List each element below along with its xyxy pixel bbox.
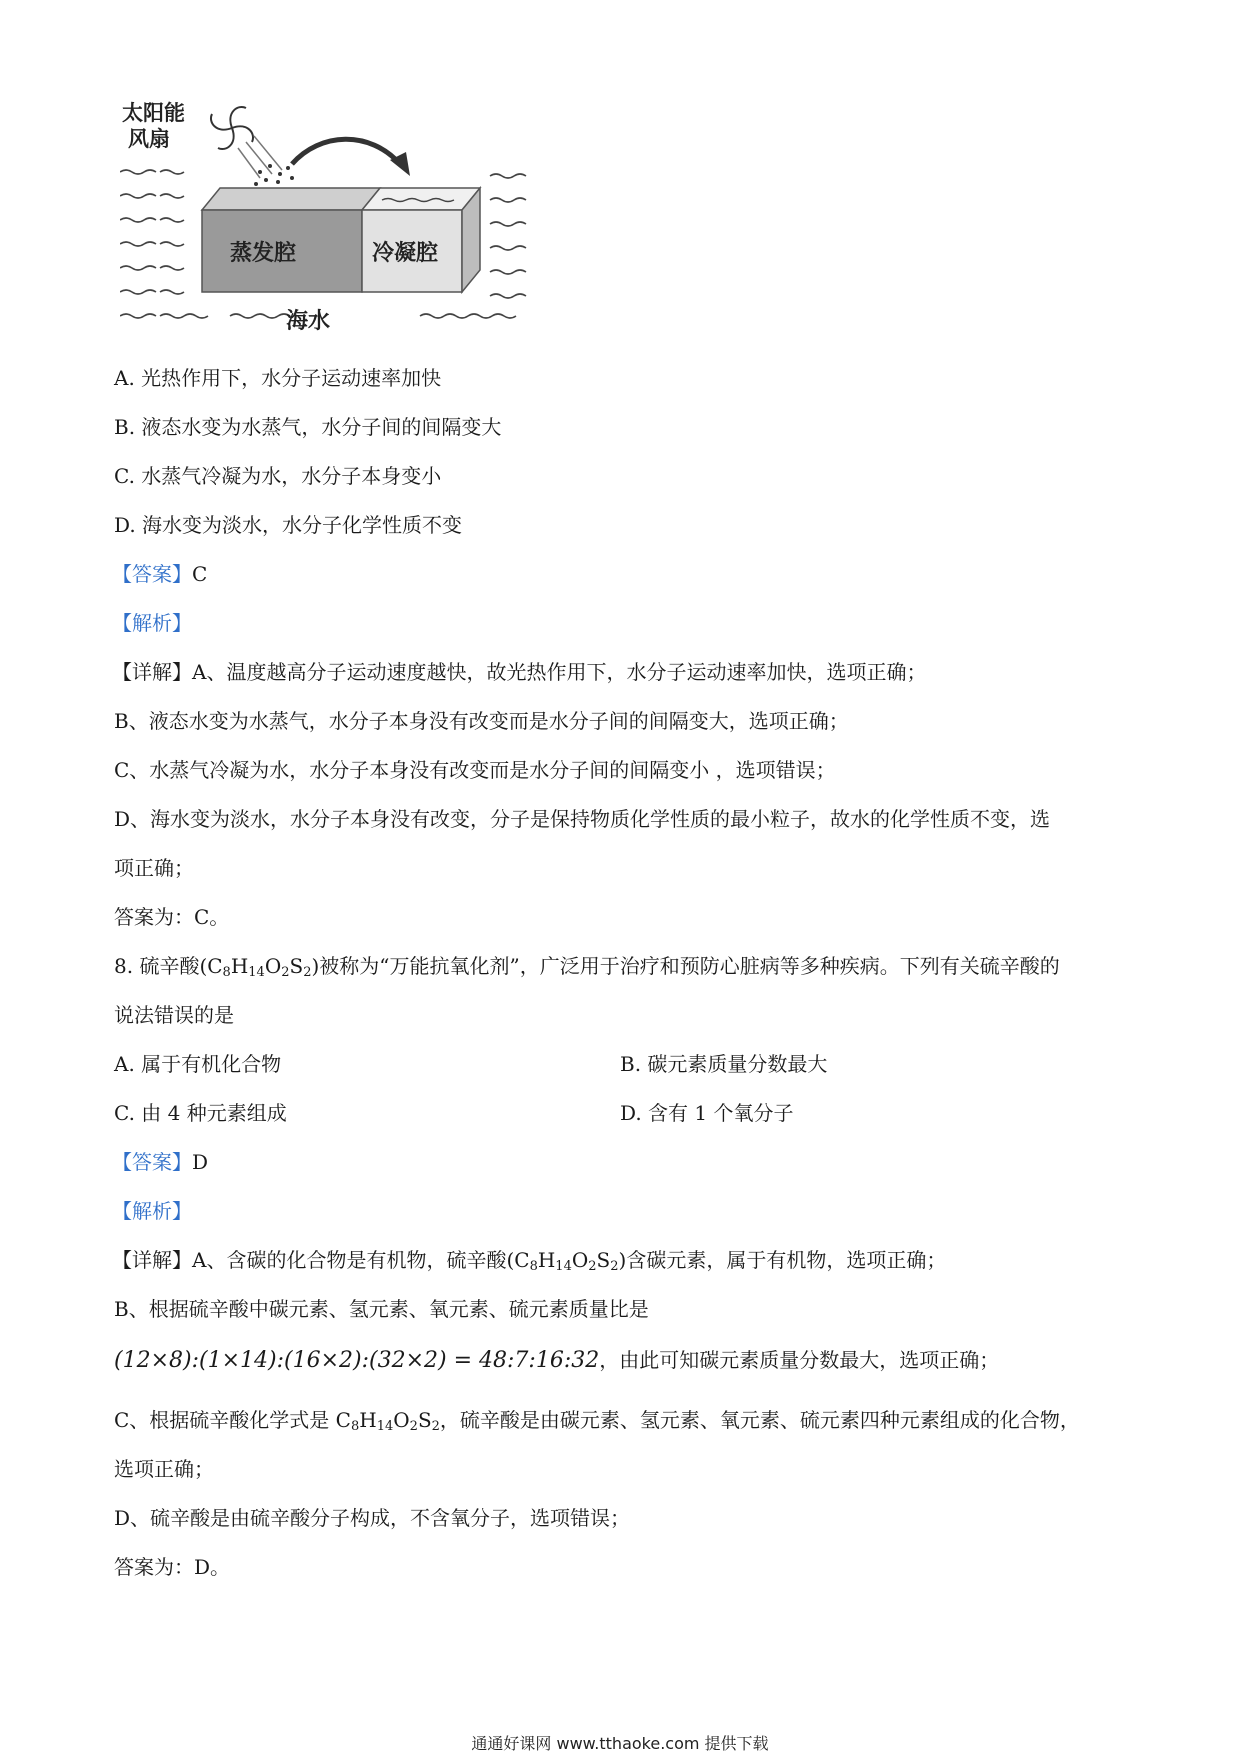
q8-detail-tag: 【详解】	[112, 1248, 192, 1272]
q7-detail-b: B、液态水变为水蒸气，水分子本身没有改变而是水分子间的间隔变大，选项正确；	[114, 709, 849, 733]
q8-answer-value: D	[192, 1150, 209, 1174]
q8-stem: 8. 硫辛酸$(C_8H_{14}O_2S_2)$被称为“万能抗氧化剂”，广泛用于治疗和预防心脏病等多种疾病。下列有关硫辛酸的	[114, 954, 1060, 980]
q8-answer	[112, 1148, 208, 1176]
q7-detail-d-line1: D、海水变为淡水，水分子本身没有改变，分子是保持物质化学性质的最小粒子，故水的化学性质不变，选	[114, 807, 1051, 831]
vapor-arrow	[292, 139, 400, 164]
q7-detail-a	[112, 658, 926, 686]
condensation-chamber	[362, 188, 480, 292]
q7-option-d: D. 海水变为淡水，水分子化学性质不变	[114, 513, 463, 537]
q8-detail-b-conclusion: ，由此可知碳元素质量分数最大，选项正确；	[599, 1348, 1000, 1372]
q7-analysis-tag: 【解析】	[112, 611, 192, 635]
q7-detail-c: C、水蒸气冷凝为水，水分子本身没有改变而是水分子间的间隔变小 ，选项错误；	[114, 758, 836, 782]
desalination-diagram	[120, 92, 560, 352]
q7-detail-a-text: A、温度越高分子运动速度越快，故光热作用下，水分子运动速率加快，选项正确；	[192, 660, 927, 684]
q7-analysis	[112, 609, 192, 637]
q8-option-d: D. 含有 1 个氧分子	[620, 1101, 794, 1125]
q7-option-b: B. 液态水变为水蒸气，水分子间的间隔变大	[114, 415, 502, 439]
q7-answer-value: C	[192, 562, 208, 586]
q8-option-b: B. 碳元素质量分数最大	[620, 1052, 828, 1076]
q7-detail-d-line2: 项正确；	[114, 856, 194, 880]
q8-option-a: A. 属于有机化合物	[114, 1052, 282, 1076]
q7-answer-tag: 【答案】	[112, 562, 192, 586]
mass-ratio-equation: (12×8):(1×14):(16×2):(32×2) = 48:7:16:32	[114, 1348, 600, 1373]
q8-analysis	[112, 1197, 192, 1225]
q8-detail-a-post: )含碳元素，属于有机物，选项正确；	[618, 1248, 947, 1272]
q7-final-answer: 答案为：C。	[114, 905, 230, 929]
q8-detail-b-line2	[114, 1346, 999, 1375]
q8-option-c: C. 由 4 种元素组成	[114, 1101, 287, 1125]
fan-label-1: 太阳能	[122, 101, 185, 125]
page-footer: 通通好课网 www.tthaoke.com 提供下载	[471, 1734, 769, 1753]
q7-option-c: C. 水蒸气冷凝为水，水分子本身变小	[114, 464, 442, 488]
condensation-label: 冷凝腔	[372, 241, 439, 266]
q8-detail-c-line1: C、根据硫辛酸化学式是 $C_8H_{14}O_2S_2$，硫辛酸是由碳元素、氢元素、氧元素、硫元素四种元素组成的化合物，	[114, 1408, 1080, 1434]
q8-answer-tag: 【答案】	[112, 1150, 192, 1174]
q8-detail-d: D、硫辛酸是由硫辛酸分子构成，不含氧分子，选项错误；	[114, 1506, 631, 1530]
q7-answer	[112, 560, 207, 588]
q8-detail-a: 【详解】A、含碳的化合物是有机物，硫辛酸$(C_8H_{14}O_2S_2)$含碳元素，属于有机物，选项正确；	[112, 1248, 947, 1274]
evaporation-label: 蒸发腔	[230, 241, 297, 266]
q8-detail-b-line1: B、根据硫辛酸中碳元素、氢元素、氧元素、硫元素质量比是	[114, 1297, 649, 1321]
q7-detail-tag: 【详解】	[112, 660, 192, 684]
q8-detail-c-pre: C、根据硫辛酸化学式是 C	[114, 1408, 351, 1432]
desalination-figure	[120, 92, 560, 356]
q8-final-answer: 答案为：D。	[114, 1555, 231, 1579]
fan-label-2: 风扇	[128, 127, 170, 151]
q8-stem-line2: 说法错误的是	[114, 1003, 234, 1027]
vapor-dots	[254, 164, 294, 186]
q8-analysis-tag: 【解析】	[112, 1199, 192, 1223]
q8-stem-suffix: )被称为“万能抗氧化剂”，广泛用于治疗和预防心脏病等多种疾病。下列有关硫辛酸的	[311, 954, 1060, 978]
q8-stem-prefix: 8. 硫辛酸(C	[114, 954, 223, 978]
q8-detail-a-pre: A、含碳的化合物是有机物，硫辛酸(C	[192, 1248, 530, 1272]
sea-label: 海水	[286, 309, 331, 334]
q8-detail-c-line2: 选项正确；	[114, 1457, 214, 1481]
evaporation-chamber	[202, 188, 380, 292]
q7-option-a: A. 光热作用下，水分子运动速率加快	[114, 366, 442, 390]
q8-detail-c-post: ，硫辛酸是由碳元素、氢元素、氧元素、硫元素四种元素组成的化合物，	[439, 1408, 1080, 1432]
